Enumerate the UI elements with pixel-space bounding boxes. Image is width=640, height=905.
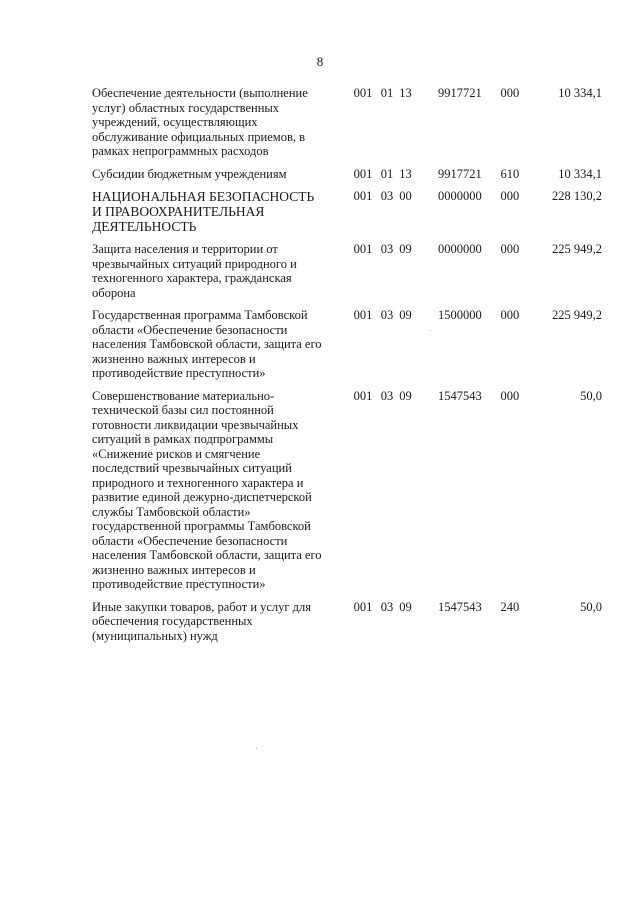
row-section: 03: [380, 242, 394, 256]
row-section: 03: [380, 189, 394, 203]
row-name: Иные закупки товаров, работ и услуг для обеспечения государственных (муниципальных) нужд: [92, 599, 312, 643]
row-target: 1547543: [437, 388, 482, 403]
row-name: НАЦИОНАЛЬНАЯ БЕЗОПАСНОСТЬ И ПРАВООХРАНИТЕЛЬНАЯ ДЕЯТЕЛЬНОСТЬ: [92, 189, 315, 234]
row-amount: 225 949,2: [552, 308, 602, 322]
row-expense: 000: [500, 388, 520, 403]
row-amount: 10 334,1: [558, 86, 602, 100]
row-expense: 000: [500, 308, 520, 322]
row-name: Обеспечение деятельности (выполнение услуг) областных государственных учреждений, осуществляющих обслуживание официальных приемов, в рамках непрограммных расходов: [92, 86, 308, 158]
row-adm: 001: [353, 86, 373, 100]
row-adm: 001: [353, 308, 373, 322]
row-section: 01: [380, 86, 394, 100]
row-name: Совершенствование материально-технической базы сил постоянной готовности ликвидации чрезвычайных ситуаций в рамках подпрограммы «Снижение рисков и смягчение последствий чрезвычайных ситуаций природного и техногенного характера и развитие единой дежурно-диспетчерской службы Тамбовской области» государственной программы Тамбовской области «Обеспечение безопасности населения Тамбовской области, защита его жизненно важных интересов и противодействие преступности»: [92, 388, 322, 591]
row-section: 03: [380, 388, 394, 403]
table-row: [92, 389, 602, 600]
scan-speck: [256, 748, 257, 749]
scan-speck: [430, 330, 431, 331]
row-amount: 50,0: [580, 388, 602, 403]
row-amount: 225 949,2: [552, 242, 602, 256]
row-subsection: 00: [399, 189, 412, 203]
row-target: 1547543: [437, 599, 482, 614]
row-subsection: 09: [399, 242, 412, 256]
row-expense: 000: [500, 242, 520, 256]
row-expense: 000: [500, 86, 520, 100]
row-target: 1500000: [437, 308, 482, 322]
row-subsection: 09: [399, 308, 412, 322]
row-adm: 001: [353, 388, 373, 403]
table-row: [92, 600, 602, 652]
page-number: 8: [316, 54, 324, 69]
row-target: 9917721: [437, 166, 482, 181]
budget-table: [92, 86, 602, 651]
row-section: 01: [380, 166, 394, 181]
table-row: [92, 189, 602, 242]
row-expense: 000: [500, 189, 520, 203]
table-row: [92, 242, 602, 308]
row-name: Государственная программа Тамбовской области «Обеспечение безопасности населения Тамбовской области, защита его жизненно важных интересов и противодействие преступности»: [92, 308, 322, 380]
table-row: [92, 308, 602, 389]
table-row: [92, 86, 602, 167]
row-amount: 50,0: [580, 599, 602, 614]
table-row: [92, 167, 602, 190]
row-adm: 001: [353, 599, 373, 614]
row-amount: 10 334,1: [558, 166, 602, 181]
row-target: 0000000: [437, 189, 482, 203]
row-amount: 228 130,2: [552, 189, 602, 203]
row-subsection: 13: [399, 166, 412, 181]
row-subsection: 09: [399, 599, 412, 614]
row-target: 9917721: [437, 86, 482, 100]
row-section: 03: [380, 599, 394, 614]
row-subsection: 09: [399, 388, 412, 403]
row-adm: 001: [353, 166, 373, 181]
row-adm: 001: [353, 242, 373, 256]
row-subsection: 13: [399, 86, 412, 100]
row-expense: 240: [500, 599, 520, 614]
row-target: 0000000: [437, 242, 482, 256]
row-adm: 001: [353, 189, 373, 203]
row-name: Защита населения и территории от чрезвычайных ситуаций природного и техногенного характера, гражданская оборона: [92, 242, 297, 300]
row-name: Субсидии бюджетным учреждениям: [92, 166, 287, 181]
row-section: 03: [380, 308, 394, 322]
row-expense: 610: [500, 166, 520, 181]
